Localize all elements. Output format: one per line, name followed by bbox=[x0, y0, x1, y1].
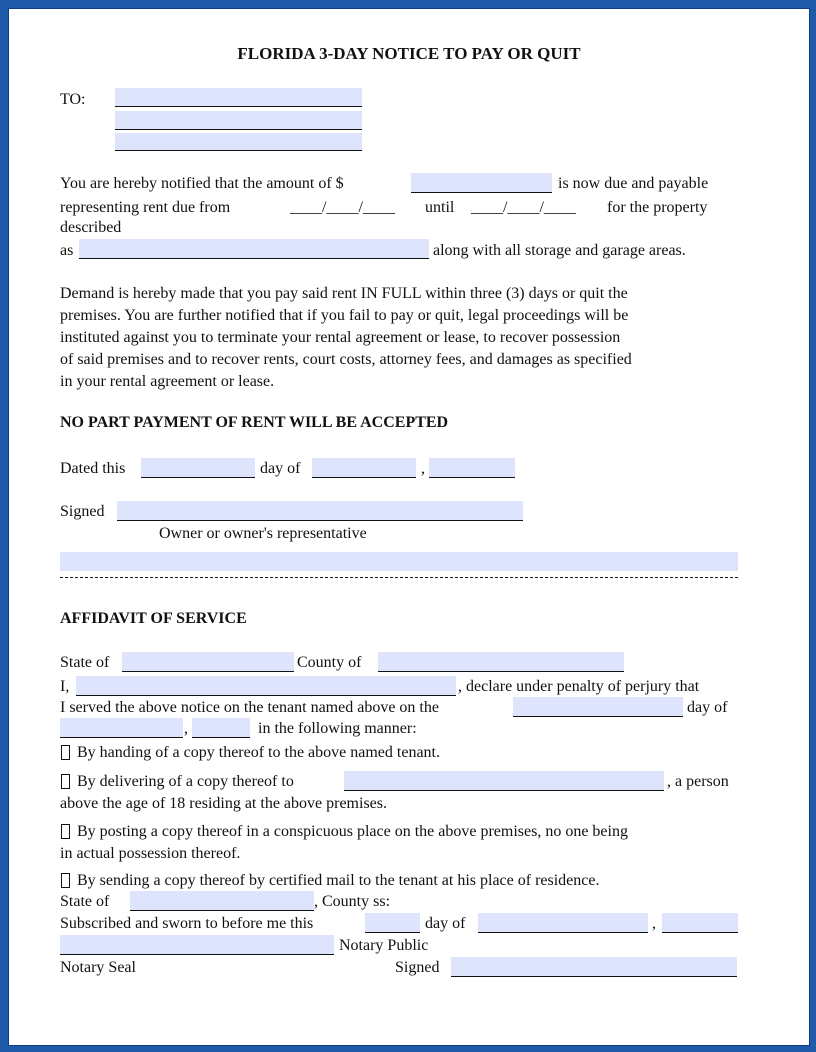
no-part-payment-heading: NO PART PAYMENT OF RENT WILL BE ACCEPTED bbox=[60, 414, 449, 431]
option-handing-checkbox[interactable] bbox=[61, 745, 70, 760]
amount-text: You are hereby notified that the amount of $ bbox=[60, 175, 344, 192]
county-field[interactable] bbox=[378, 652, 624, 672]
county-of-label: County of bbox=[297, 654, 362, 671]
dated-year-field[interactable] bbox=[429, 458, 515, 478]
day-of-label: day of bbox=[260, 460, 301, 477]
option-posting-checkbox[interactable] bbox=[61, 824, 70, 839]
i-label: I, bbox=[60, 678, 70, 695]
subscribed-day-of: day of bbox=[425, 915, 466, 932]
county-ss-text: , County ss: bbox=[314, 893, 391, 910]
document-title: FLORIDA 3-DAY NOTICE TO PAY OR QUIT bbox=[237, 44, 581, 63]
to-field-line-3[interactable] bbox=[115, 133, 362, 151]
subscribed-day-field[interactable] bbox=[365, 913, 420, 933]
to-field-line-1[interactable] bbox=[115, 88, 362, 107]
rent-due-from-text: representing rent due from bbox=[60, 199, 231, 216]
option-posting-line-2: in actual possession thereof. bbox=[60, 845, 241, 862]
state-of-label: State of bbox=[60, 654, 110, 671]
until-date-blank[interactable]: ____/____/____ bbox=[471, 199, 576, 216]
served-day-of: day of bbox=[687, 699, 728, 716]
option-mail-text: By sending a copy thereof by certified mail to the tenant at his place of residence. bbox=[77, 872, 600, 889]
blank-band-field[interactable] bbox=[60, 552, 738, 571]
served-month-field[interactable] bbox=[60, 718, 183, 738]
notary-public-label: Notary Public bbox=[339, 937, 429, 954]
demand-line-3: instituted against you to terminate your rental agreement or lease, to recover possession bbox=[60, 329, 621, 346]
demand-line-1: Demand is hereby made that you pay said rent IN FULL within three (3) days or quit the bbox=[60, 285, 628, 302]
to-label: TO: bbox=[60, 91, 86, 108]
to-field-line-2[interactable] bbox=[115, 111, 362, 130]
signed-label: Signed bbox=[60, 503, 105, 520]
notary-state-field[interactable] bbox=[130, 891, 314, 911]
dated-month-field[interactable] bbox=[312, 458, 416, 478]
option-posting-text: By posting a copy thereof in a conspicuous place on the above premises, no one being bbox=[77, 823, 628, 840]
for-property-text: for the property bbox=[607, 199, 708, 216]
affidavit-heading: AFFIDAVIT OF SERVICE bbox=[60, 610, 247, 627]
amount-suffix: is now due and payable bbox=[558, 175, 709, 192]
subscribed-comma: , bbox=[652, 915, 656, 932]
until-text: until bbox=[425, 199, 455, 216]
dated-this-label: Dated this bbox=[60, 460, 126, 477]
subscribed-year-field[interactable] bbox=[662, 913, 738, 933]
delivered-to-field[interactable] bbox=[344, 771, 664, 791]
cut-divider bbox=[60, 577, 738, 578]
described-text: described bbox=[60, 219, 122, 236]
server-name-field[interactable] bbox=[76, 676, 456, 696]
option-delivering-line-2: above the age of 18 residing at the above premises. bbox=[60, 795, 387, 812]
from-date-blank[interactable]: ____/____/____ bbox=[290, 199, 395, 216]
demand-line-2: premises. You are further notified that if you fail to pay or quit, legal proceedings will be bbox=[60, 307, 629, 324]
dated-day-field[interactable] bbox=[141, 458, 255, 478]
declare-text: , declare under penalty of perjury that bbox=[458, 678, 700, 695]
document-page bbox=[8, 8, 810, 1046]
manner-text: in the following manner: bbox=[258, 720, 417, 737]
notary-signed-label: Signed bbox=[395, 959, 440, 976]
option-delivering-text: By delivering of a copy thereof to bbox=[77, 773, 294, 790]
option-handing-text: By handing of a copy thereof to the above named tenant. bbox=[77, 744, 440, 761]
option-mail-checkbox[interactable] bbox=[61, 873, 70, 888]
demand-line-4: of said premises and to recover rents, court costs, attorney fees, and damages as specified bbox=[60, 351, 632, 368]
subscribed-text: Subscribed and sworn to before me this bbox=[60, 915, 314, 932]
a-person-text: , a person bbox=[667, 773, 729, 790]
as-text: as bbox=[60, 242, 74, 259]
subscribed-month-field[interactable] bbox=[478, 913, 648, 933]
served-day-field[interactable] bbox=[513, 697, 683, 717]
served-comma: , bbox=[184, 720, 188, 737]
demand-line-5: in your rental agreement or lease. bbox=[60, 373, 275, 390]
owner-signature-field[interactable] bbox=[117, 501, 523, 521]
notary-public-signature-field[interactable] bbox=[60, 935, 334, 955]
storage-text: along with all storage and garage areas. bbox=[433, 242, 686, 259]
notary-signed-field[interactable] bbox=[451, 957, 737, 977]
owner-caption: Owner or owner's representative bbox=[159, 525, 367, 542]
dated-comma: , bbox=[421, 460, 425, 477]
notary-state-label: State of bbox=[60, 893, 110, 910]
notary-seal-label: Notary Seal bbox=[60, 959, 136, 976]
amount-field[interactable] bbox=[411, 173, 552, 193]
option-delivering-checkbox[interactable] bbox=[61, 774, 70, 789]
served-year-field[interactable] bbox=[192, 718, 250, 738]
property-description-field[interactable] bbox=[79, 239, 429, 259]
state-field[interactable] bbox=[122, 652, 294, 672]
served-text: I served the above notice on the tenant named above on the bbox=[60, 699, 439, 716]
